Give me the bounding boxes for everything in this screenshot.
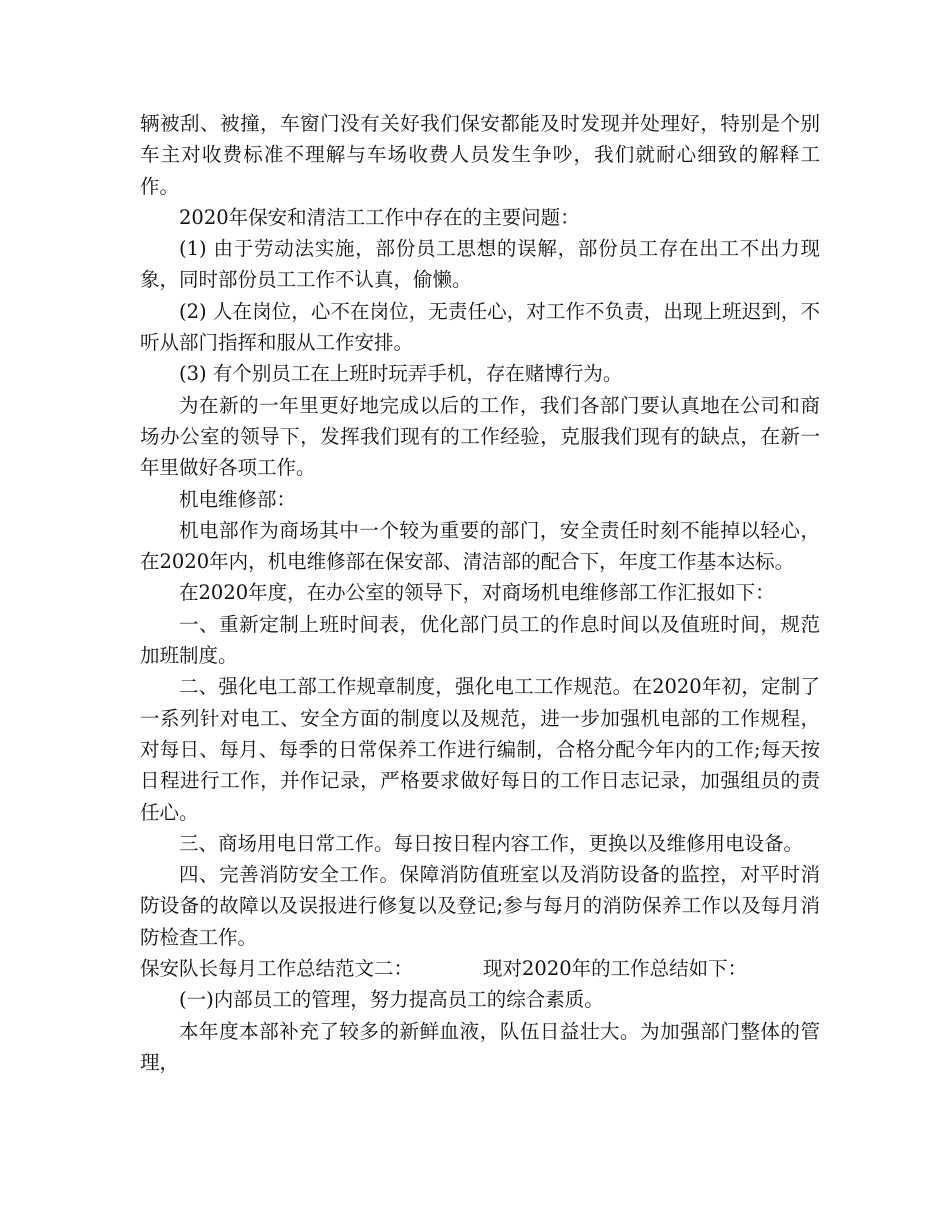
- paragraph-item-4: 四、完善消防安全工作。保障消防值班室以及消防设备的监控，对平时消防设备的故障以及误报进行修复以及登记;参与每月的消防保养工作以及每月消防检查工作。: [140, 863, 820, 949]
- paragraph-problem-1: (1) 由于劳动法实施，部份员工思想的误解，部份员工存在出工不出力现象，同时部份员工工作不认真，偷懒。: [140, 237, 820, 292]
- paragraph-team-growth: 本年度本部补充了较多的新鲜血液，队伍日益壮大。为加强部门整体的管理，: [140, 1019, 820, 1074]
- paragraph-problem-2: (2) 人在岗位，心不在岗位，无责任心，对工作不负责，出现上班迟到，不听从部门指挥和服从工作安排。: [140, 299, 820, 355]
- paragraph-maintenance-report: 在2020年度，在办公室的领导下，对商场机电维修部工作汇报如下：: [179, 581, 775, 605]
- section-heading-line: [140, 953, 820, 984]
- paragraph-new-year-plan: 为在新的一年里更好地完成以后的工作，我们各部门要认真地在公司和商场办公室的领导下，发挥我们现有的工作经验，克服我们现有的缺点，在新一年里做好各项工作。: [140, 393, 820, 480]
- paragraph-item-2: 二、强化电工部工作规章制度，强化电工工作规范。在2020年初，定制了一系列针对电工、安全方面的制度以及规范，进一步加强机电部的工作规程，对每日、每月、每季的日常保养工作进行编制，合格分配今年内的工作;每天按日程进行工作，并作记录，严格要求做好每日的工作日志记录，加强组员的责任心。: [140, 675, 820, 824]
- section-title: 保安队长每月工作总结范文二：: [140, 957, 414, 981]
- document-body: [140, 108, 820, 1078]
- section-intro: 现对2020年的工作总结如下：: [483, 957, 748, 981]
- paragraph-parking-issues: 辆被刮、被撞，车窗门没有关好我们保安都能及时发现并处理好，特别是个别车主对收费标准不理解与车场收费人员发生争吵，我们就耐心细致的解释工作。: [140, 112, 820, 198]
- paragraph-staff-management: (一)内部员工的管理，努力提高员工的综合素质。: [179, 988, 604, 1012]
- paragraph-problem-3: (3) 有个别员工在上班时玩弄手机，存在赌博行为。: [179, 362, 623, 386]
- paragraph-item-3: 三、商场用电日常工作。每日按日程内容工作，更换以及维修用电设备。: [179, 831, 804, 855]
- paragraph-maintenance-dept-heading: 机电维修部：: [179, 487, 297, 511]
- paragraph-main-problems-heading: 2020年保安和清洁工工作中存在的主要问题：: [179, 205, 580, 229]
- paragraph-maintenance-intro: 机电部作为商场其中一个较为重要的部门，安全责任时刻不能掉以轻心，在2020年内，机电维修部在保安部、清洁部的配合下，年度工作基本达标。: [140, 518, 820, 574]
- paragraph-item-1: 一、重新定制上班时间表，优化部门员工的作息时间以及值班时间，规范加班制度。: [140, 612, 820, 668]
